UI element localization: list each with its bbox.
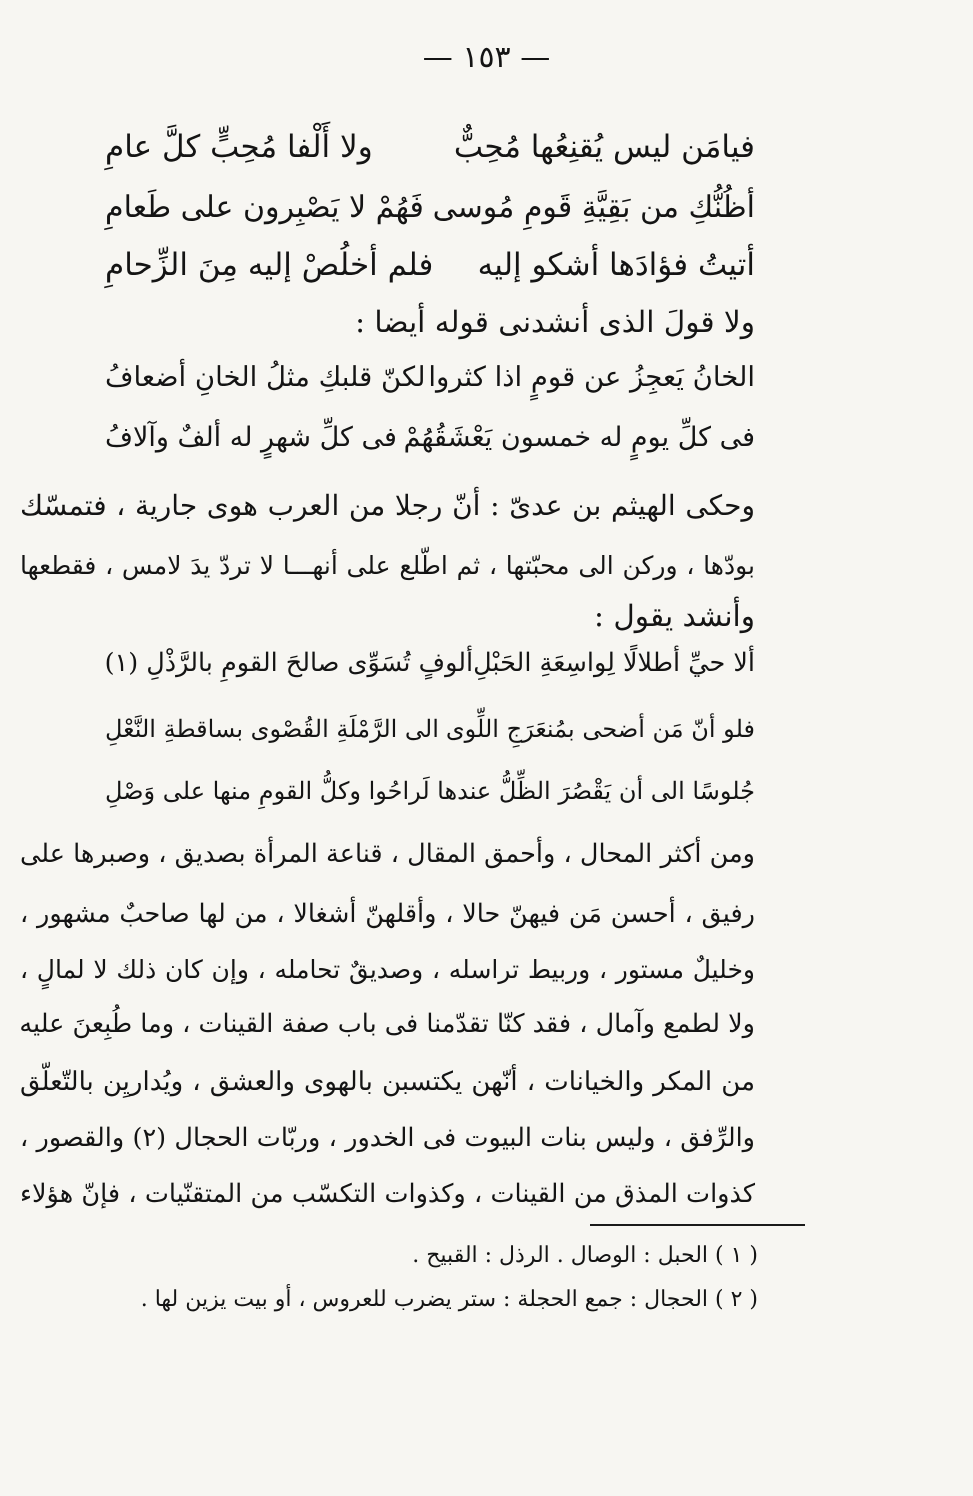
verse-line (105, 634, 755, 692)
verse-line (105, 762, 755, 820)
verse-line (105, 700, 755, 758)
verse-second-hemistich: فَهُمْ لا يَصْبِرون على طَعامِ (105, 189, 424, 225)
verse-line (105, 178, 755, 236)
verse-first-hemistich: الخانُ يَعجِزُ عن قومٍ اذا كثروا (428, 361, 755, 393)
verse-first-hemistich: ألا حيِّ أطلالًا لِواسِعَةِ الحَبْلِ (473, 648, 755, 678)
verse-line (105, 408, 755, 466)
verse-line (105, 236, 755, 294)
prose-line: بودّها ، وركن الى محبّتها ، ثم اطّلع على أنهـــا لا تردّ يدَ لامس ، فقطعها (20, 551, 755, 580)
prose-line: كذوات المذق من القينات ، وكذوات التكسّب من المتقنّيات ، فإنّ هؤلاء (20, 1179, 755, 1209)
verse-first-hemistich: جُلوسًا الى أن يَقْصُرَ الظِّلُّ عندها (437, 777, 755, 805)
footnote: ( ١ ) الحبل : الوصال . الرذل : القبيح . (412, 1243, 758, 1268)
verse-first-hemistich: فيامَن ليس يُقنِعُها مُحِبٌّ (453, 129, 755, 165)
prose-line: من المكر والخيانات ، أنّهن يكتسبن بالهوى والعشق ، ويُداريِن بالتّعلّق (20, 1067, 755, 1097)
verse-second-hemistich: الى الرَّمْلَةِ القُصْوى بساقطةِ النَّعْلِ (105, 715, 439, 743)
verse-intro: ولا قولَ الذى أنشدنى قوله أيضا : (355, 305, 755, 339)
verse-first-hemistich: أتيتُ فؤادَها أشكو إليه (477, 247, 755, 283)
verse-second-hemistich: فلم أخلُصْ إليه مِنَ الزِّحامِ (105, 247, 434, 283)
footnote: ( ٢ ) الحجال : جمع الحجلة : ستر يضرب للعروس ، أو بيت يزين لها . (140, 1287, 758, 1312)
verse-first-hemistich: أظُنُّكِ من بَقِيَّةِ قَومِ مُوسى (432, 189, 755, 225)
verse-second-hemistich: فى كلِّ شهرٍ له ألفٌ وآلافُ (105, 421, 397, 453)
verse-second-hemistich: لكنّ قلبكِ مثلُ الخانِ أضعافُ (105, 361, 426, 393)
prose-line: والرِّفق ، وليس بنات البيوت فى الخدور ، وربّات الحجال (٢) والقصور ، (20, 1123, 755, 1153)
prose-line: رفيق ، أحسن مَن فيهنّ حالا ، وأقلهنّ أشغالا ، من لها صاحبٌ مشهور ، (20, 899, 755, 929)
page-number: — ١٥٣ — (422, 40, 551, 75)
verse-first-hemistich: فى كلِّ يومٍ له خمسون يَعْشَقُهُمْ (403, 421, 755, 453)
prose-line: ومن أكثر المحال ، وأحمق المقال ، قناعة المرأة بصديق ، وصبرها على (20, 839, 755, 869)
verse-second-hemistich: ولا أَلْفا مُحِبٍّ كلَّ عامِ (105, 129, 373, 165)
prose-line: ولا لطمع وآمال ، فقد كنّا تقدّمنا فى باب صفة القينات ، وما طُبِعنَ عليه (19, 1009, 755, 1039)
prose-line: وأنشد يقول : (594, 599, 755, 633)
prose-line: وحكى الهيثم بن عدىّ : أنّ رجلا من العرب هوى جارية ، فتمسّك (20, 489, 755, 522)
verse-second-hemistich: لَراحُوا وكلُّ القومِ منها على وَصْلِ (105, 777, 430, 805)
verse-line (105, 118, 755, 176)
verse-first-hemistich: فلو أنّ مَن أضحى بمُنعَرَجِ اللِّوى (445, 715, 755, 743)
verse-second-hemistich: ألوفٍ تُسَوِّى صالحَ القومِ بالرَّذْلِ (١) (104, 648, 474, 678)
verse-line (105, 348, 755, 406)
footnote-divider (590, 1224, 805, 1226)
prose-line: وخليلٌ مستور ، وربيط تراسله ، وصديقٌ تحامله ، وإن كان ذلك لا لمالٍ ، (20, 955, 755, 984)
